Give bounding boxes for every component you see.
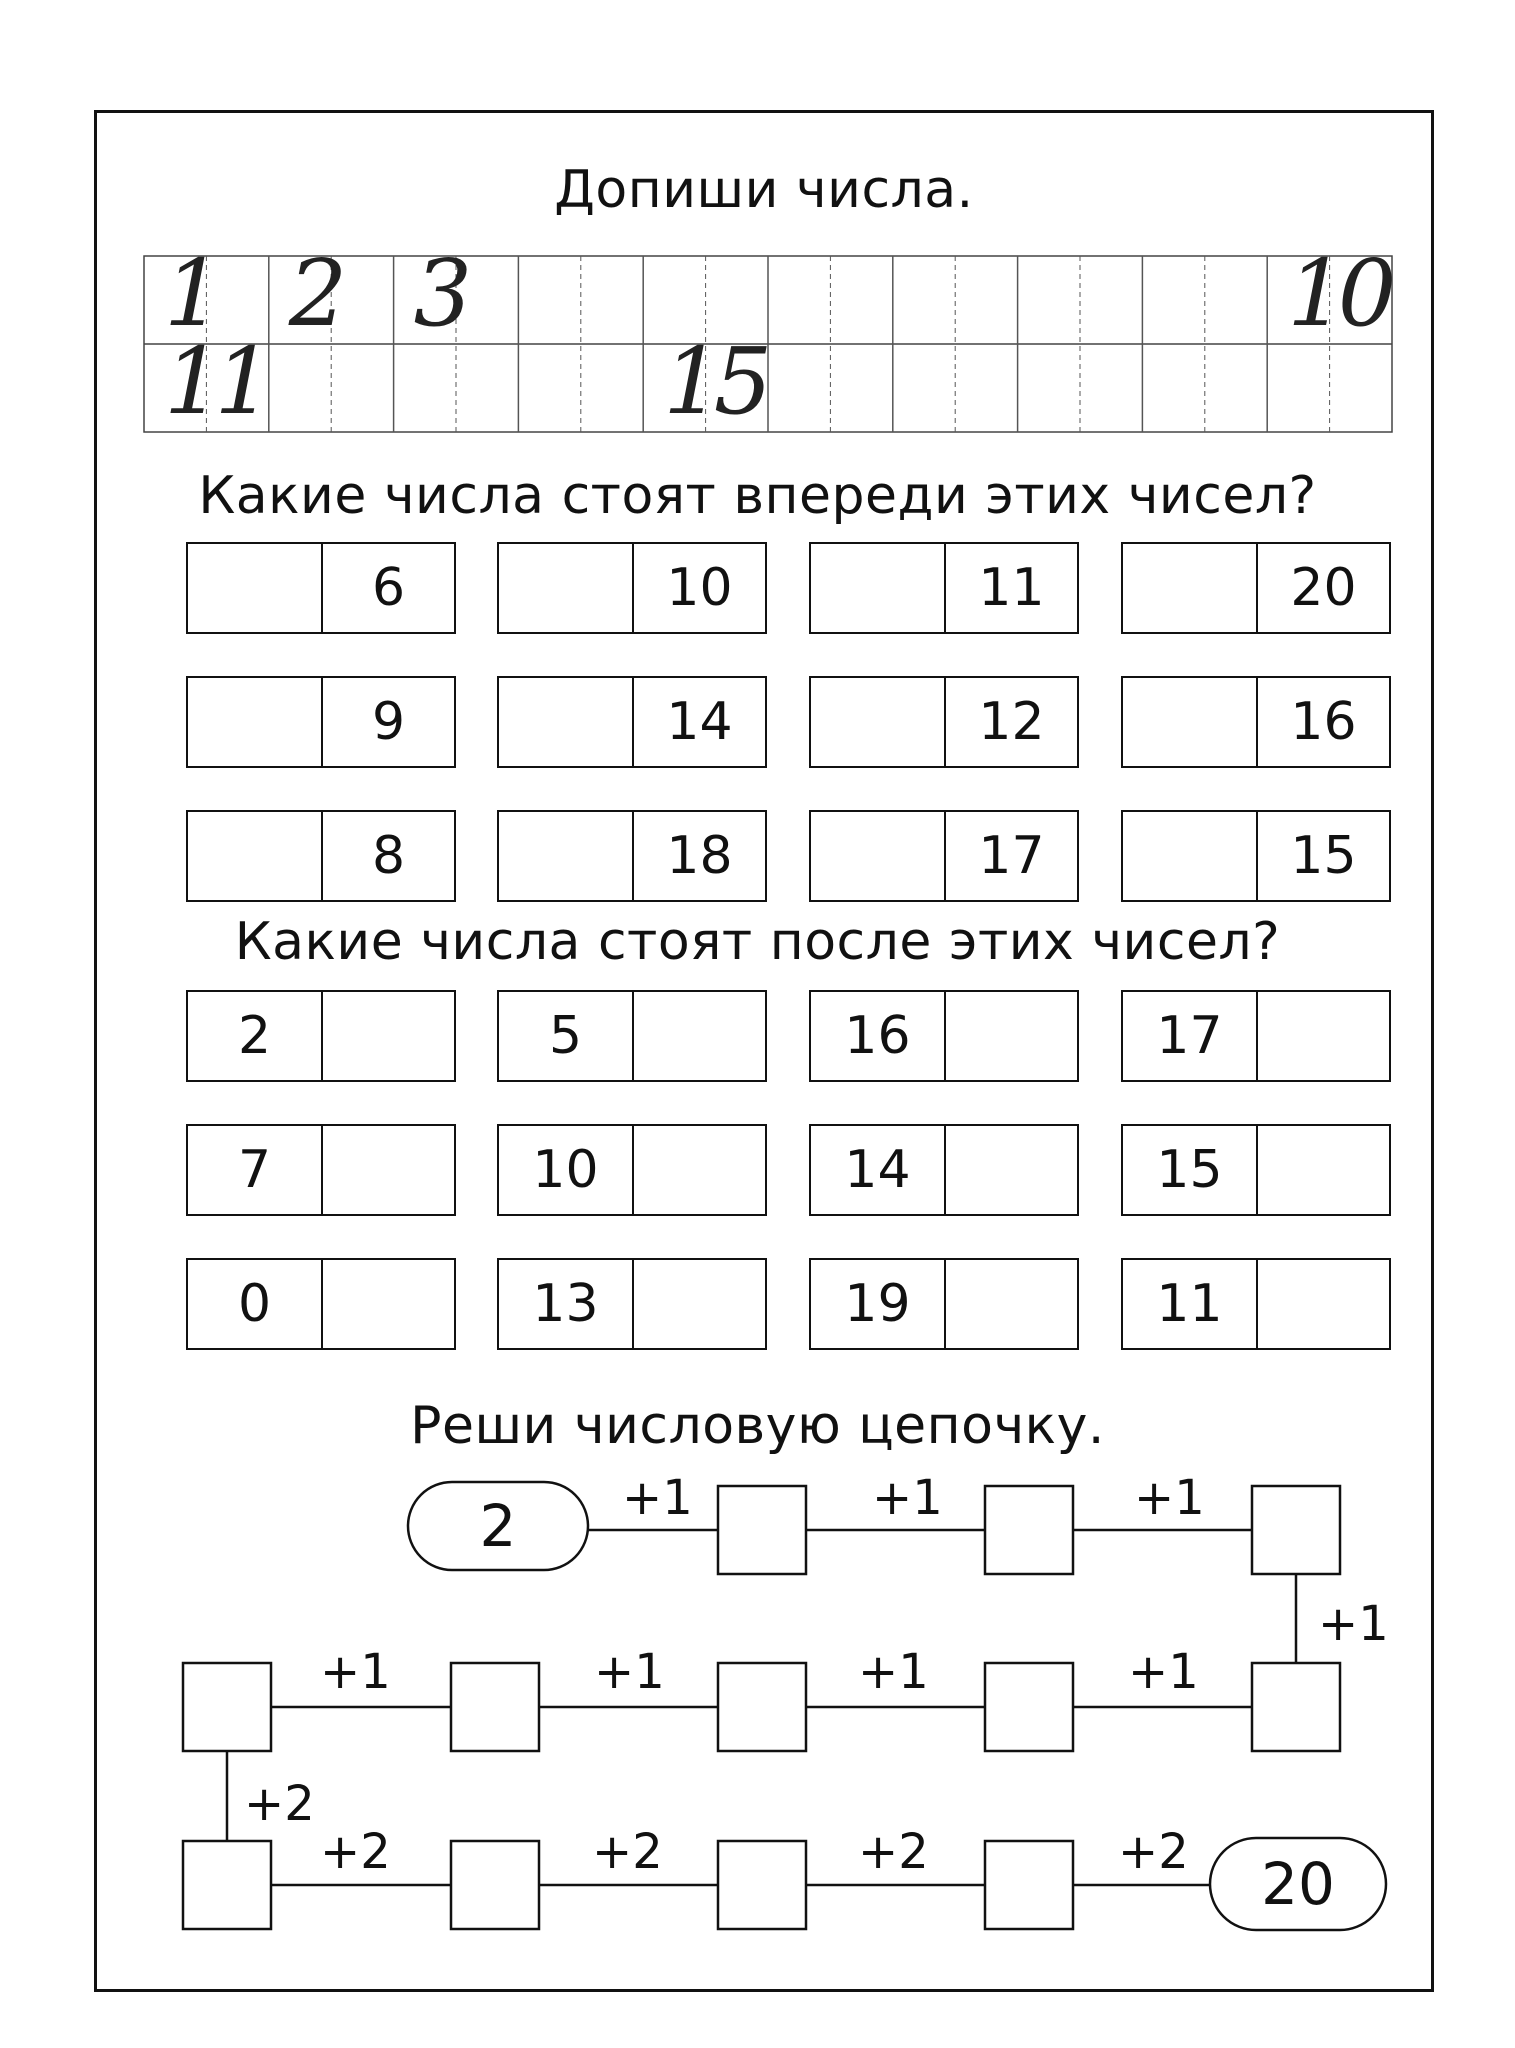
written-number: 3 (413, 240, 473, 347)
given-number: 2 (237, 1006, 272, 1066)
given-number: 7 (237, 1140, 272, 1200)
given-number: 19 (844, 1274, 911, 1334)
chain-answer-box[interactable] (718, 1841, 806, 1929)
given-number: 11 (944, 544, 1077, 632)
step-label: +2 (320, 1824, 391, 1880)
given-number: 10 (632, 544, 765, 632)
given-number: 16 (844, 1006, 911, 1066)
given-number: 20 (1256, 544, 1389, 632)
given-number: 13 (532, 1274, 599, 1334)
step-label: +1 (872, 1470, 943, 1526)
task4-title: Реши числовую цепочку. (410, 1396, 1105, 1456)
chain-answer-box[interactable] (451, 1663, 539, 1751)
step-label: +2 (1118, 1824, 1189, 1880)
step-label: +1 (594, 1644, 665, 1700)
chain-answer-box[interactable] (183, 1841, 271, 1929)
chain-answer-box[interactable] (985, 1486, 1073, 1574)
given-number: 17 (944, 812, 1077, 900)
given-number: 16 (1256, 678, 1389, 766)
given-number: 18 (632, 812, 765, 900)
step-label: +1 (1318, 1596, 1389, 1652)
written-number: 1 (164, 240, 223, 347)
task3-title: Какие числа стоят после этих чисел? (234, 912, 1281, 972)
written-number: 10 (1287, 240, 1389, 347)
step-label: +1 (1128, 1644, 1199, 1700)
given-number: 10 (532, 1140, 599, 1200)
chain-answer-box[interactable] (1252, 1486, 1340, 1574)
step-label: +1 (858, 1644, 929, 1700)
chain-answer-box[interactable] (718, 1663, 806, 1751)
given-number: 6 (321, 544, 454, 632)
chain-answer-box[interactable] (718, 1486, 806, 1574)
step-label: +1 (1134, 1470, 1205, 1526)
task1-title: Допиши числа. (554, 160, 974, 220)
chain-answer-box[interactable] (985, 1663, 1073, 1751)
chain-answer-box[interactable] (183, 1663, 271, 1751)
given-number: 8 (321, 812, 454, 900)
given-number: 15 (1256, 812, 1389, 900)
step-label: +2 (244, 1776, 315, 1832)
given-number: 14 (632, 678, 765, 766)
given-number: 14 (844, 1140, 911, 1200)
task2-title: Какие числа стоят впереди этих чисел? (198, 466, 1317, 526)
chain-end-value: 20 (1261, 1850, 1335, 1918)
given-number: 12 (944, 678, 1077, 766)
given-number: 11 (1156, 1274, 1223, 1334)
given-number: 15 (1156, 1140, 1223, 1200)
step-label: +2 (858, 1824, 929, 1880)
step-label: +1 (622, 1470, 693, 1526)
given-number: 5 (548, 1006, 583, 1066)
given-number: 9 (321, 678, 454, 766)
step-label: +1 (320, 1644, 391, 1700)
chain-start-value: 2 (479, 1492, 517, 1560)
chain-answer-box[interactable] (451, 1841, 539, 1929)
chain-answer-box[interactable] (985, 1841, 1073, 1929)
written-number: 2 (288, 240, 348, 347)
written-number: 11 (164, 328, 266, 435)
given-number: 17 (1156, 1006, 1223, 1066)
written-number: 15 (663, 328, 765, 435)
chain-answer-box[interactable] (1252, 1663, 1340, 1751)
step-label: +2 (592, 1824, 663, 1880)
given-number: 0 (237, 1274, 272, 1334)
